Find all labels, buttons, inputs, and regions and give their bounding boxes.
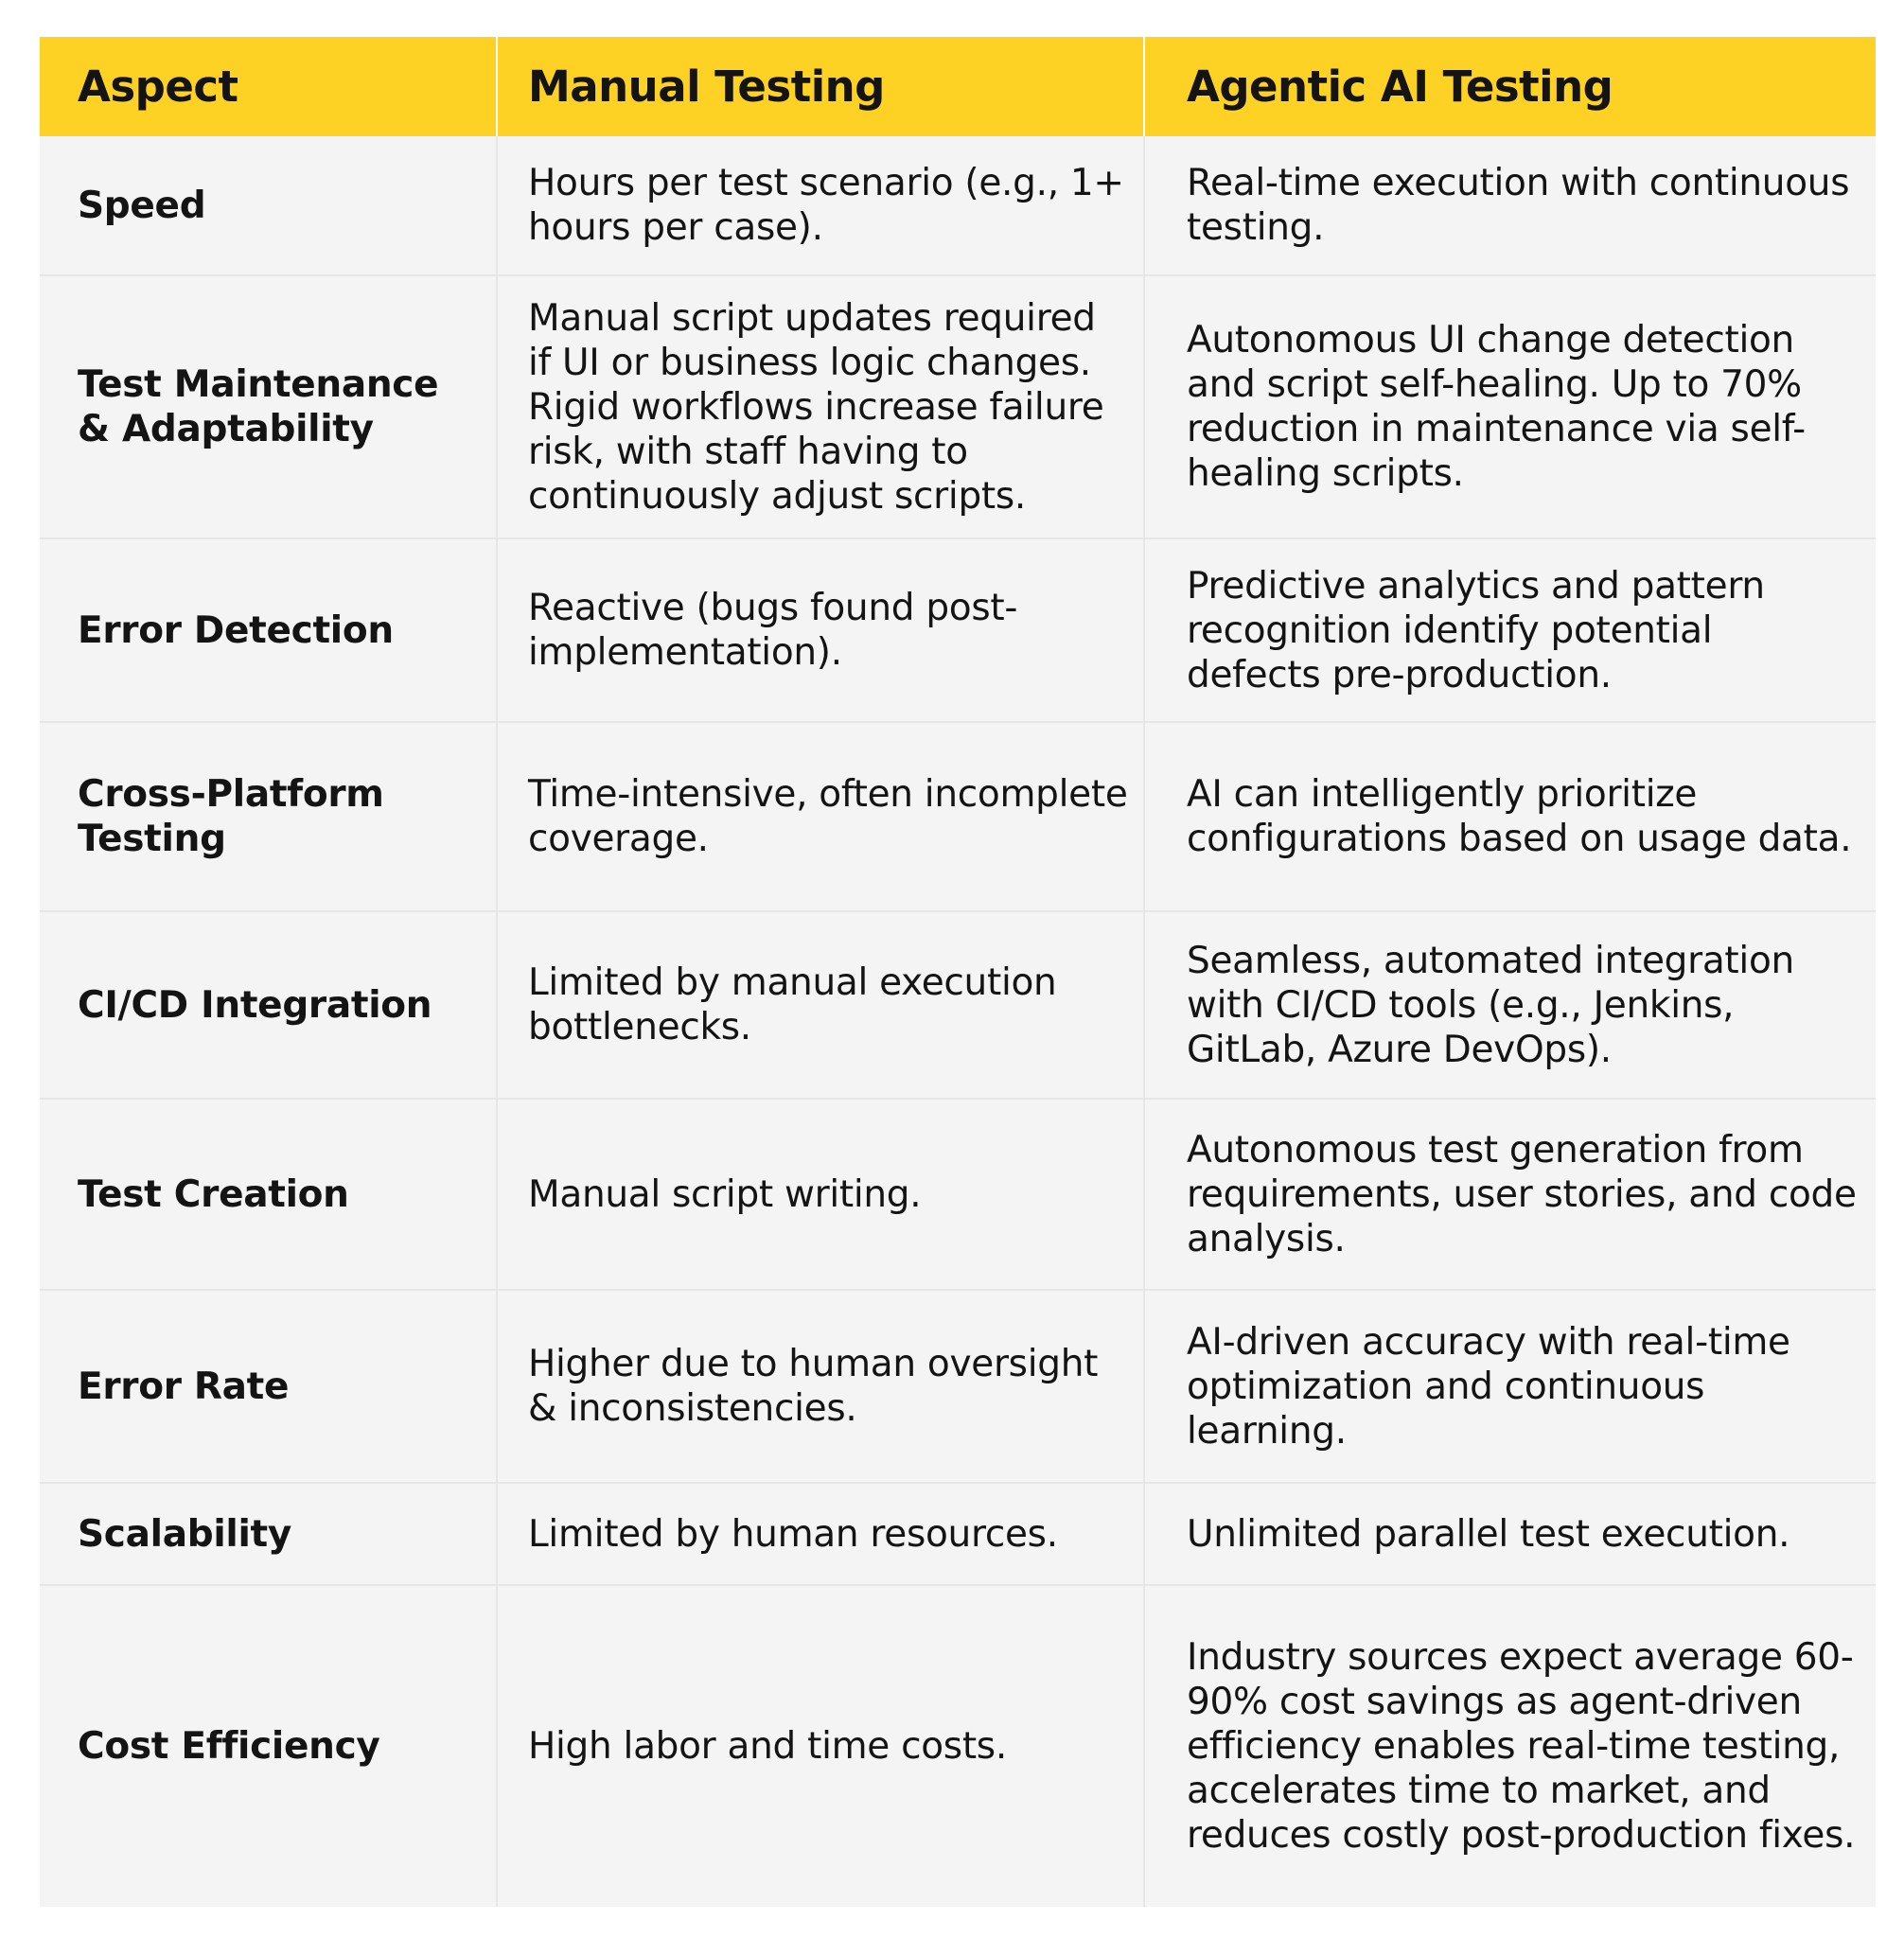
aspect-cell-error-detection: Error Detection xyxy=(40,539,498,723)
agentic-cell-ci-cd: Seamless, automated integration with CI/CD tools (e.g., Jenkins, GitLab, Azure DevOps). xyxy=(1145,912,1876,1100)
agentic-cell-cost-efficiency: Industry sources expect average 60-90% cost savings as agent-driven efficiency enables real-time testing, accelerates time to market, and reduces costly post-production fixes. xyxy=(1187,1636,1856,1857)
header-aspect: Aspect xyxy=(40,37,498,136)
manual-cell-cost-efficiency: High labor and time costs. xyxy=(498,1586,1145,1907)
manual-cell-error-detection: Reactive (bugs found post-implementation). xyxy=(498,539,1145,723)
manual-cell-ci-cd: Limited by manual execution bottlenecks. xyxy=(498,912,1145,1100)
aspect-cell-ci-cd: CI/CD Integration xyxy=(40,912,498,1100)
manual-cell-scalability: Limited by human resources. xyxy=(498,1484,1145,1586)
agentic-cell-cross-platform: AI can intelligently prioritize configurations based on usage data. xyxy=(1145,723,1876,912)
comparison-table xyxy=(40,37,1876,1907)
aspect-cell-error-rate: Error Rate xyxy=(40,1291,498,1484)
aspect-cell-test-creation: Test Creation xyxy=(40,1100,498,1291)
agentic-cell-test-maintenance: Autonomous UI change detection and script self-healing. Up to 70% reduction in maintenance via self-healing scripts. xyxy=(1145,276,1876,539)
agentic-cell-test-creation: Autonomous test generation from requirements, user stories, and code analysis. xyxy=(1145,1100,1876,1291)
aspect-cell-scalability: Scalability xyxy=(40,1484,498,1586)
header-agentic-ai-testing: Agentic AI Testing xyxy=(1145,37,1876,136)
agentic-cell-scalability: Unlimited parallel test execution. xyxy=(1145,1484,1876,1586)
aspect-cell-speed: Speed xyxy=(40,136,498,276)
manual-cell-cross-platform: Time-intensive, often incomplete coverage. xyxy=(498,723,1145,912)
aspect-cell-cross-platform: Cross-Platform Testing xyxy=(40,723,498,912)
agentic-cell-error-rate: AI-driven accuracy with real-time optimization and continuous learning. xyxy=(1145,1291,1876,1484)
manual-cell-speed: Hours per test scenario (e.g., 1+ hours per case). xyxy=(498,136,1145,276)
agentic-cell-speed: Real-time execution with continuous testing. xyxy=(1145,136,1876,276)
agentic-cell-error-detection: Predictive analytics and pattern recognition identify potential defects pre-production. xyxy=(1145,539,1876,723)
manual-cell-error-rate: Higher due to human oversight & inconsistencies. xyxy=(498,1291,1145,1484)
header-manual-testing: Manual Testing xyxy=(498,37,1145,136)
aspect-cell-test-maintenance: Test Maintenance & Adaptability xyxy=(40,276,498,539)
manual-cell-test-creation: Manual script writing. xyxy=(498,1100,1145,1291)
aspect-cell-cost-efficiency: Cost Efficiency xyxy=(40,1586,498,1907)
manual-cell-test-maintenance: Manual script updates required if UI or business logic changes. Rigid workflows increase failure risk, with staff having to continuously adjust scripts. xyxy=(498,276,1145,539)
